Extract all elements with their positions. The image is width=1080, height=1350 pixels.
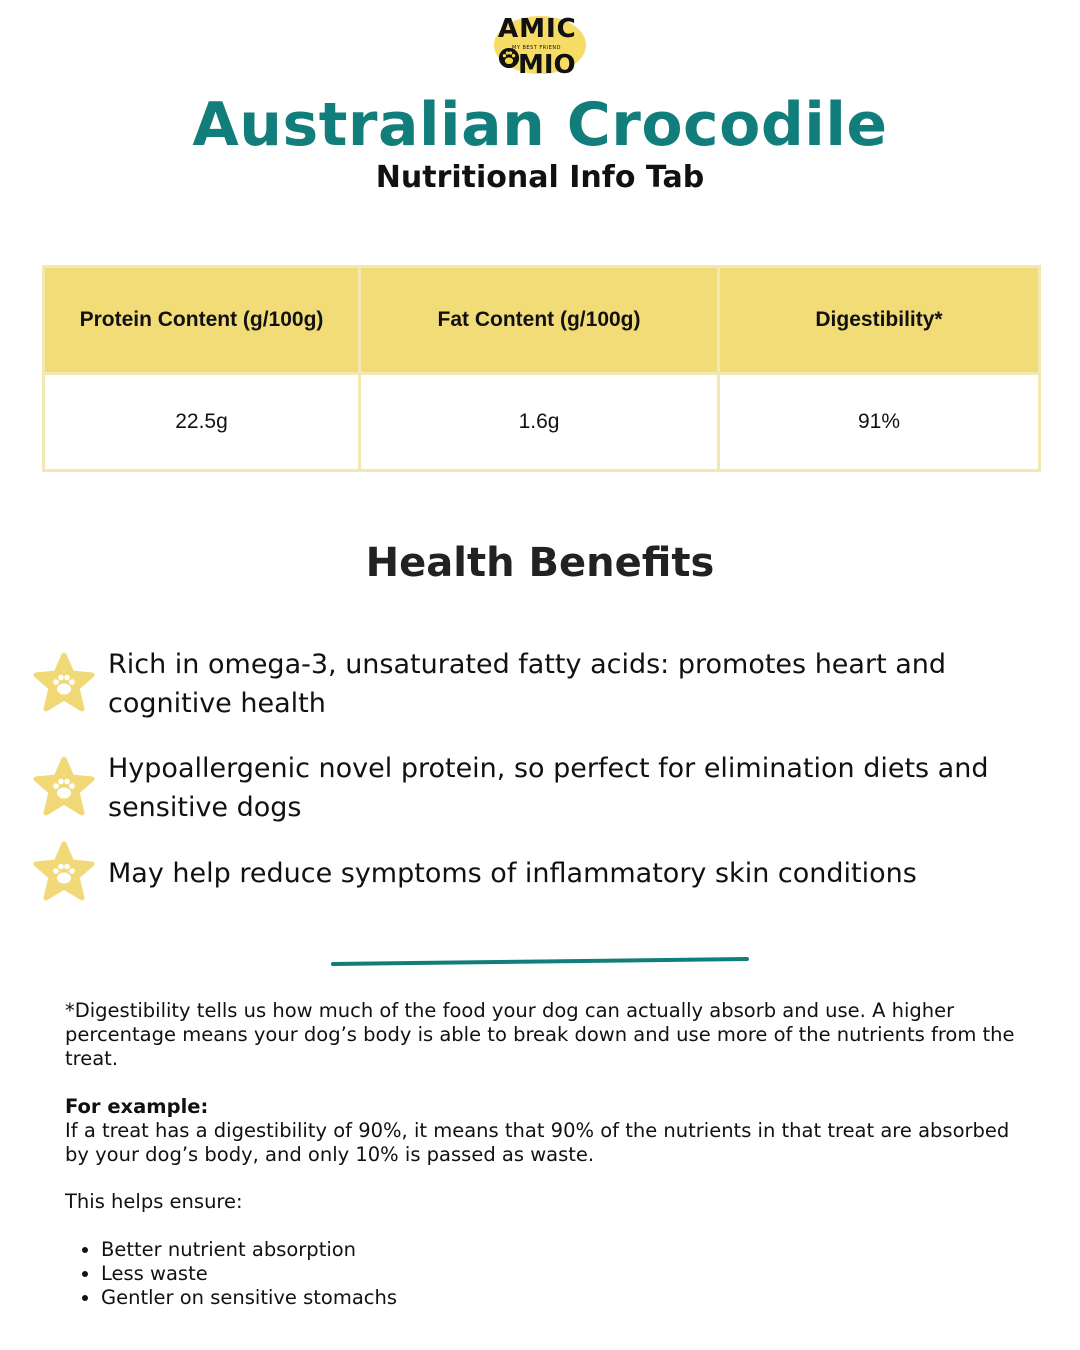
ensure-list bbox=[65, 1238, 397, 1310]
nutrition-table bbox=[42, 265, 1041, 472]
value-protein: 22.5g bbox=[44, 374, 360, 471]
example-heading bbox=[65, 1095, 1025, 1119]
header-protein: Protein Content (g/100g) bbox=[44, 267, 360, 374]
list-item: • Gentler on sensitive stomachs bbox=[101, 1286, 397, 1310]
page-subtitle: Nutritional Info Tab bbox=[375, 160, 705, 195]
value-digestibility: 91% bbox=[719, 374, 1040, 471]
health-benefits-title: Health Benefits bbox=[365, 540, 715, 586]
list-item: Rich in omega-3, unsaturated fatty acids: promotes heart and cognitive health bbox=[108, 649, 947, 719]
paw-star-icon bbox=[32, 652, 96, 714]
table-row bbox=[44, 374, 1040, 471]
digestibility-footnote: *Digestibility tells us how much of the food your dog can actually absorb and use. A higher percentage means your dog’s body is able to break down and use more of the nutrients from the treat. bbox=[65, 999, 1015, 1070]
logo-tagline: MY BEST FRIEND bbox=[512, 45, 561, 51]
brand-logo bbox=[490, 12, 590, 80]
section-divider bbox=[330, 950, 750, 970]
logo-text-bottom: MIO bbox=[518, 50, 576, 80]
header-digestibility: Digestibility* bbox=[719, 267, 1040, 374]
ensure-intro: This helps ensure: bbox=[65, 1190, 243, 1213]
list-item: • Less waste bbox=[101, 1262, 397, 1286]
list-item: Hypoallergenic novel protein, so perfect for elimination diets and sensitive dogs bbox=[108, 753, 989, 823]
list-item: May help reduce symptoms of inflammatory skin conditions bbox=[108, 858, 917, 889]
paw-star-icon bbox=[32, 841, 96, 903]
table-header-row bbox=[44, 267, 1040, 374]
value-fat: 1.6g bbox=[360, 374, 719, 471]
list-item: • Better nutrient absorption bbox=[101, 1238, 397, 1262]
logo-text-top: AMIC bbox=[498, 14, 590, 74]
paw-star-icon bbox=[32, 756, 96, 818]
example-text: If a treat has a digestibility of 90%, it means that 90% of the nutrients in that treat are absorbed by your dog’s body, and only 10% is passed as waste. bbox=[65, 1119, 1010, 1166]
example-heading-text: For example: bbox=[65, 1095, 209, 1118]
header-fat: Fat Content (g/100g) bbox=[360, 267, 719, 374]
page-title: Australian Crocodile bbox=[192, 90, 888, 160]
